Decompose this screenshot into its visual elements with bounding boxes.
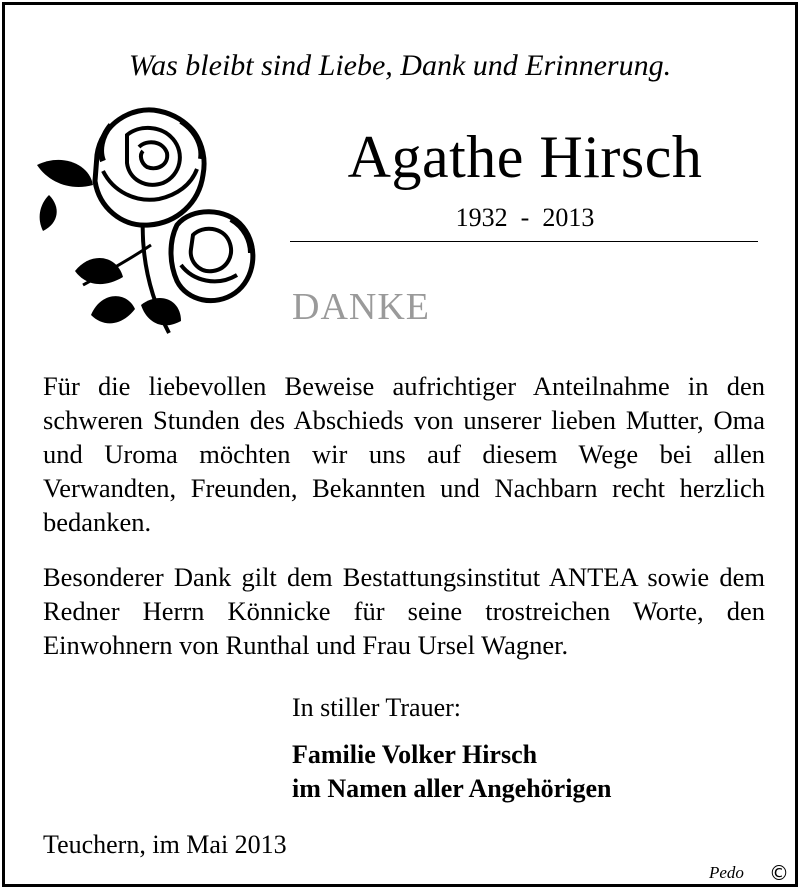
thanks-paragraph: Für die liebevollen Beweise aufrichtiger Anteilnahme in den schweren Stunden des Abschieds von unserer lieben Mutter, Oma und Uroma möchten wir uns auf diesem Wege bei allen Verwandten, Freunden, Bekannten und Nachbarn recht herzlich bedanken. <box>43 371 765 537</box>
family-line: im Namen aller Angehörigen <box>292 774 612 803</box>
place-date: Teuchern, im Mai 2013 <box>43 830 287 859</box>
copyright-icon: © <box>769 861 789 885</box>
mourning-intro: In stiller Trauer: <box>292 693 461 722</box>
special-thanks-paragraph: Besonderer Dank gilt dem Bestattungsinstitut ANTEA sowie dem Redner Herrn Könnicke für seine trostreichen Worte, den Einwohnern von Runthal und Frau Ursel Wagner. <box>43 562 765 660</box>
family-line: Familie Volker Hirsch <box>292 740 538 769</box>
deceased-name: Agathe Hirsch <box>347 124 703 190</box>
motto: Was bleibt sind Liebe, Dank und Erinnerung. <box>128 49 672 82</box>
life-years: 1932 - 2013 <box>455 203 595 232</box>
thanks-heading: DANKE <box>292 286 430 328</box>
obituary-card <box>2 2 798 887</box>
divider-line <box>290 241 758 242</box>
designer-signature: Pedo <box>709 863 744 882</box>
rose-icon <box>31 95 263 340</box>
family-signature <box>292 738 611 806</box>
